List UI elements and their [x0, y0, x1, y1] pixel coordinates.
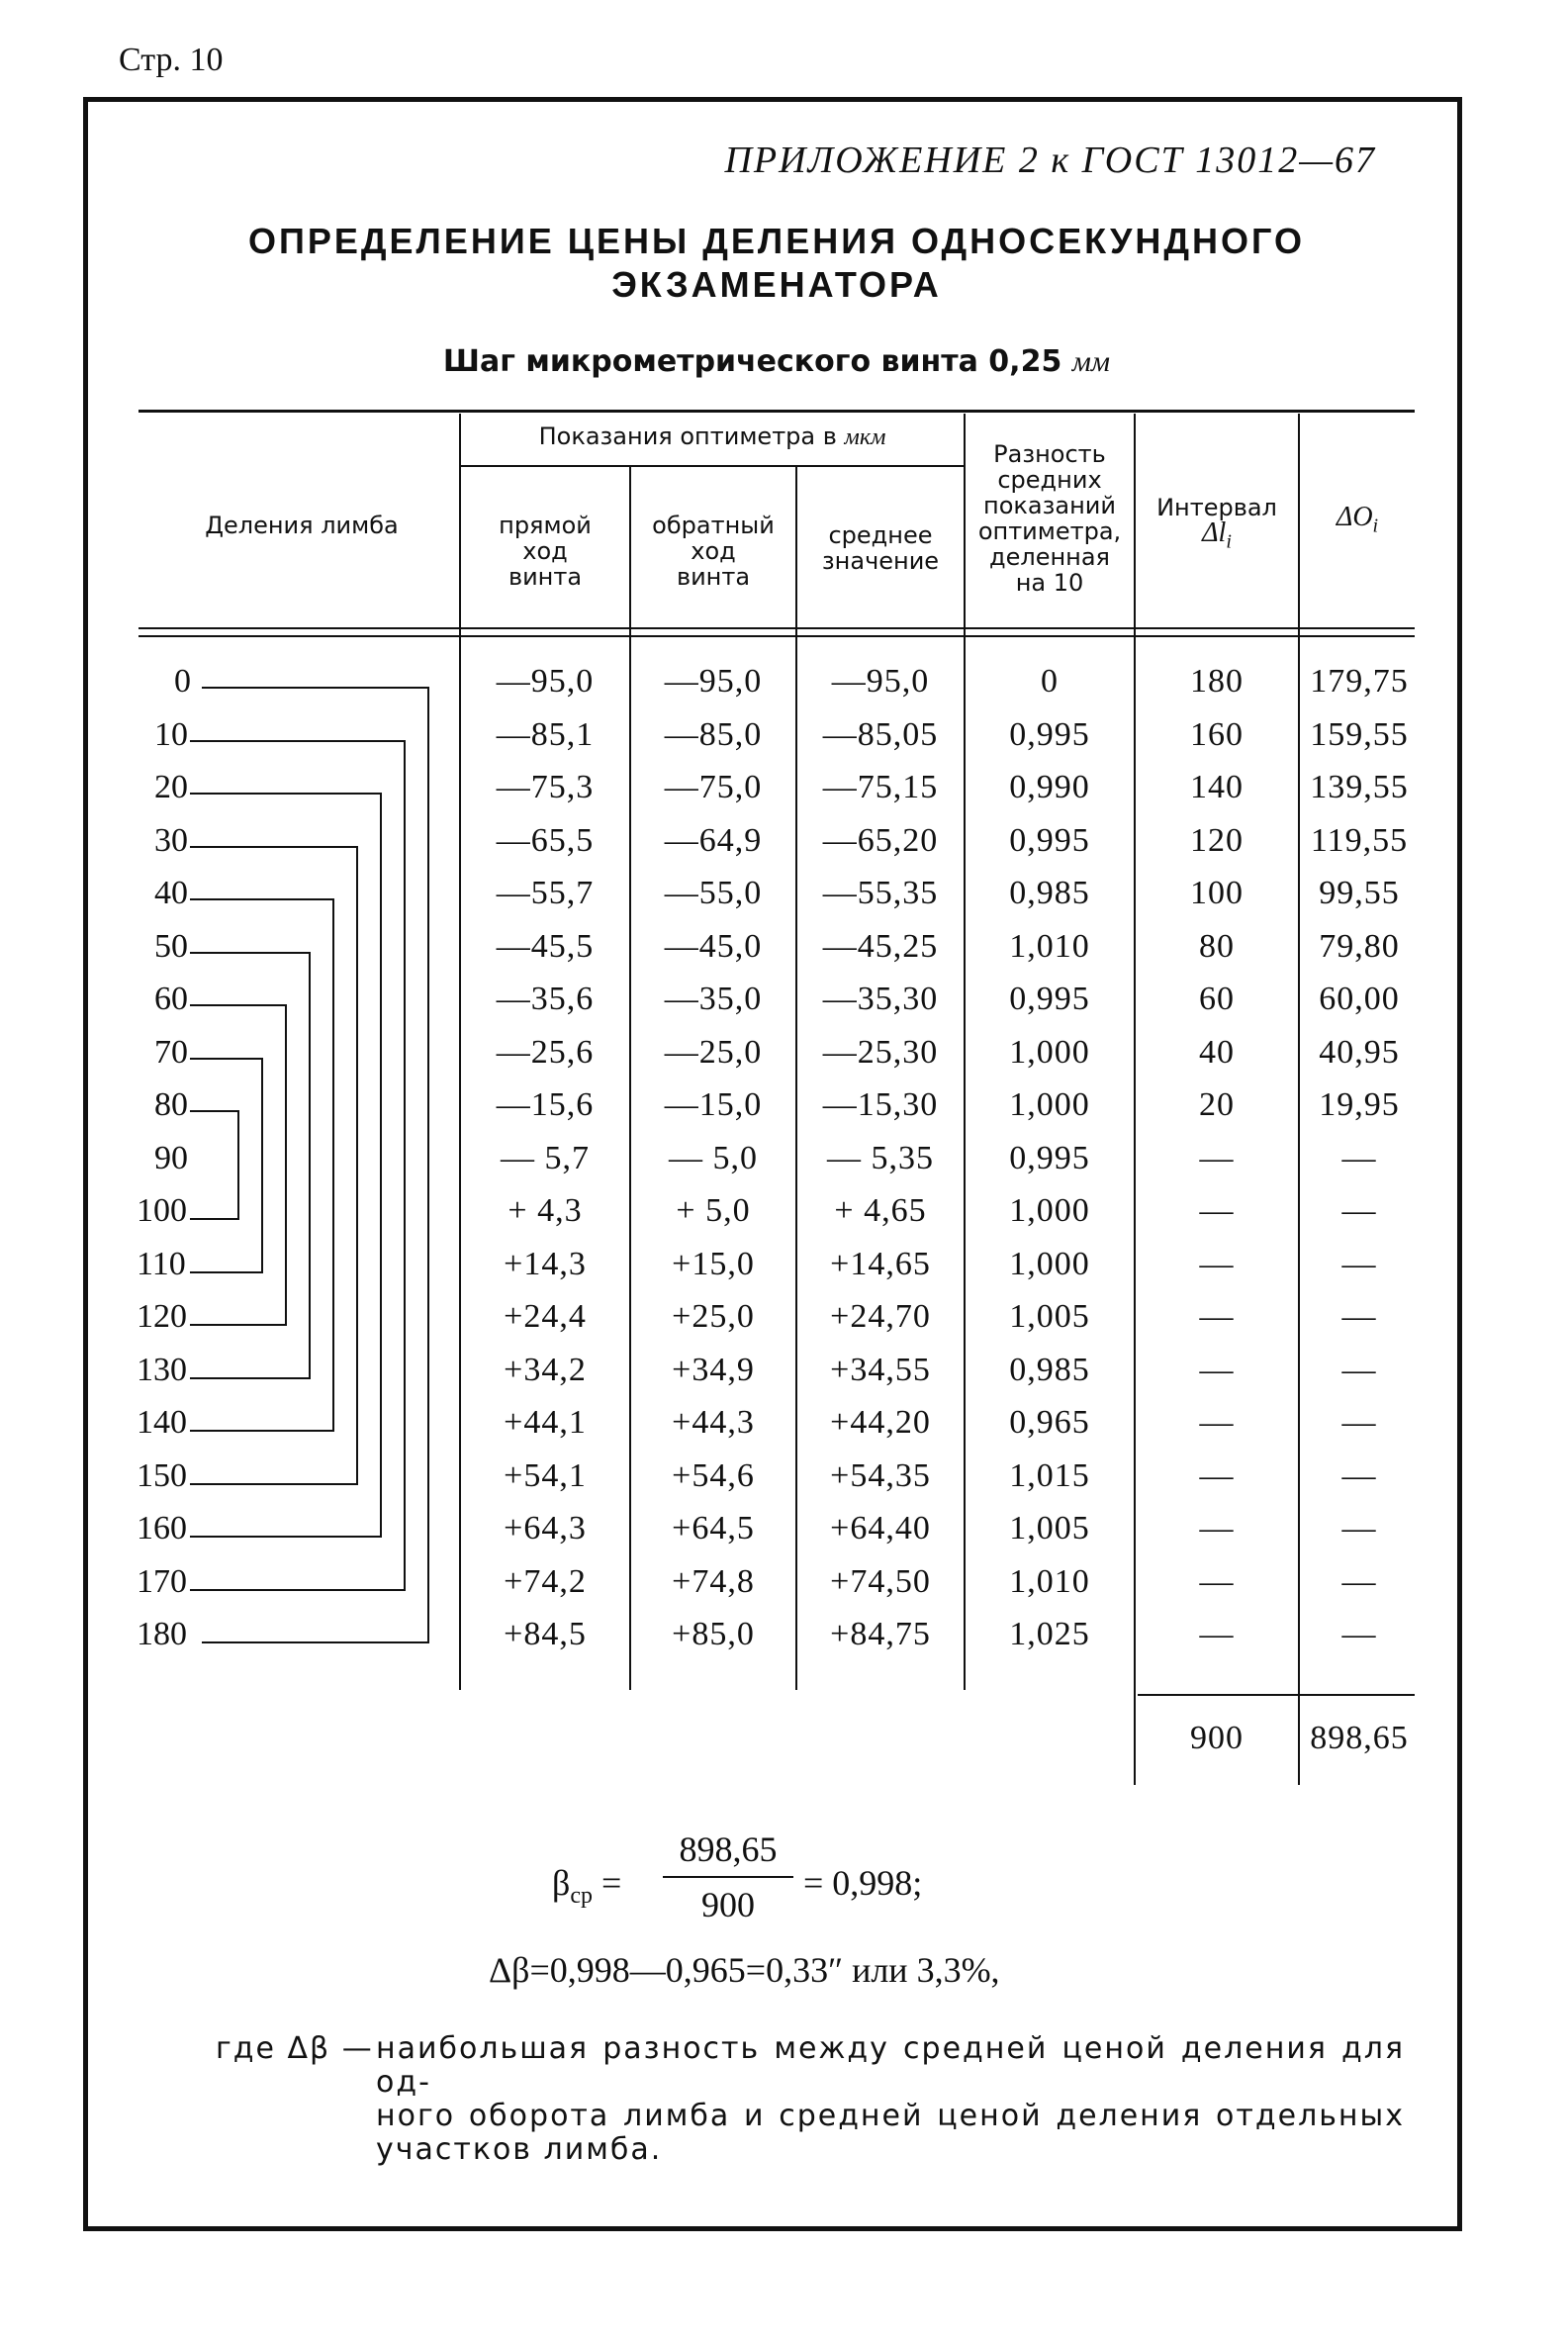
header-interval-symbol-sub: i [1226, 530, 1232, 553]
cell-interval: — [1199, 1139, 1235, 1176]
header-limb: Деления лимба [205, 512, 399, 539]
cell-mean: +14,65 [830, 1245, 931, 1282]
cell-mean: +84,75 [830, 1616, 931, 1652]
cell-diff: 0,995 [1009, 821, 1090, 859]
formula-beta-mean [552, 1862, 621, 1910]
cell-limb: 20 [154, 769, 188, 805]
cell-interval: 180 [1190, 663, 1244, 700]
cell-delta: — [1341, 1298, 1377, 1335]
cell-delta: 79,80 [1319, 927, 1400, 965]
cell-diff: 0,985 [1009, 875, 1090, 911]
header-reverse-line: ход [691, 537, 736, 565]
total-delta: 898,65 [1310, 1720, 1409, 1756]
formula-equals: = [600, 1863, 622, 1903]
cell-forward: +34,2 [504, 1351, 587, 1388]
cell-reverse: + 5,0 [676, 1192, 751, 1229]
cell-diff: 0,995 [1009, 1139, 1090, 1176]
header-reverse-line: винта [676, 563, 751, 591]
header-reverse-line: обратный [652, 512, 775, 539]
title-line-2: ЭКЗАМЕНАТОРА [611, 264, 942, 305]
header-reverse [631, 513, 795, 590]
cell-mean: — 5,35 [827, 1139, 934, 1176]
cell-interval: 20 [1199, 1086, 1235, 1123]
cell-limb: 170 [137, 1562, 187, 1600]
cell-diff: 0,985 [1009, 1351, 1090, 1388]
cell-reverse: —35,0 [664, 981, 763, 1017]
cell-interval: — [1199, 1245, 1235, 1282]
header-bottom-rule-1 [138, 627, 1415, 629]
cell-delta: 99,55 [1319, 875, 1400, 911]
subtitle [138, 344, 1415, 379]
cell-forward: +14,3 [504, 1245, 587, 1282]
col-sep-reverse [795, 467, 797, 1690]
cell-forward: —95,0 [496, 663, 595, 700]
cell-interval: — [1199, 1404, 1235, 1441]
cell-delta: — [1341, 1562, 1377, 1600]
cell-mean: —95,0 [831, 663, 930, 700]
cell-mean: —55,35 [822, 875, 939, 911]
note-line: ного оборота лимба и средней ценой деления отдельных [376, 2099, 1405, 2133]
cell-limb: 160 [137, 1510, 187, 1546]
cell-forward: + 4,3 [507, 1192, 583, 1229]
cell-diff: 0,990 [1009, 769, 1090, 805]
cell-mean: —45,25 [822, 927, 939, 965]
header-mean [797, 522, 964, 574]
cell-reverse: —45,0 [664, 927, 763, 965]
cell-interval: — [1199, 1351, 1235, 1388]
frame-border-left [83, 97, 88, 2230]
header-optimeter-text: Показания оптиметра в [538, 422, 837, 450]
cell-limb: 10 [154, 715, 188, 753]
cell-reverse: —55,0 [664, 875, 763, 911]
cell-forward: —15,6 [496, 1086, 595, 1123]
appendix-reference: ПРИЛОЖЕНИЕ 2 к ГОСТ 13012—67 [724, 140, 1376, 181]
header-optimeter-unit: мкм [844, 424, 886, 450]
col-sep-forward [629, 467, 631, 1690]
cell-diff: 1,000 [1009, 1245, 1090, 1282]
cell-reverse: +74,8 [672, 1562, 755, 1600]
cell-delta: — [1341, 1351, 1377, 1388]
cell-interval: — [1199, 1562, 1235, 1600]
cell-limb: 50 [154, 927, 188, 965]
cell-limb: 40 [154, 875, 188, 911]
cell-forward: +24,4 [504, 1298, 587, 1335]
cell-forward: +74,2 [504, 1562, 587, 1600]
formula-beta-subscript: ср [570, 1883, 593, 1910]
cell-forward: —55,7 [496, 875, 595, 911]
cell-delta: — [1341, 1510, 1377, 1546]
cell-limb: 70 [154, 1033, 188, 1071]
cell-delta: — [1341, 1245, 1377, 1282]
cell-interval: 120 [1190, 821, 1244, 859]
cell-forward: +54,1 [504, 1456, 587, 1494]
cell-limb: 180 [137, 1616, 187, 1652]
cell-mean: + 4,65 [834, 1192, 927, 1229]
cell-mean: +34,55 [830, 1351, 931, 1388]
cell-interval: 80 [1199, 927, 1235, 965]
note-lead: где Δβ — [216, 2031, 374, 2066]
header-diff-line: оптиметра, [977, 517, 1122, 545]
cell-reverse: —95,0 [664, 663, 763, 700]
cell-interval: 100 [1190, 875, 1244, 911]
cell-reverse: +54,6 [672, 1456, 755, 1494]
cell-interval: 60 [1199, 981, 1235, 1017]
header-forward [461, 513, 629, 590]
cell-delta: 159,55 [1310, 715, 1409, 753]
cell-limb: 100 [137, 1192, 187, 1229]
cell-diff: 0 [1041, 663, 1059, 700]
cell-interval: 140 [1190, 769, 1244, 805]
optimeter-group-rule [461, 465, 964, 467]
note-line: участков лимба. [376, 2132, 663, 2167]
total-interval: 900 [1190, 1720, 1244, 1756]
cell-mean: —25,30 [822, 1033, 939, 1071]
cell-limb: 60 [154, 981, 188, 1017]
header-diff-line: показаний [983, 492, 1116, 519]
cell-mean: —15,30 [822, 1086, 939, 1123]
cell-diff: 1,000 [1009, 1033, 1090, 1071]
formula-beta-symbol: β [552, 1863, 571, 1903]
cell-delta: 40,95 [1319, 1033, 1400, 1071]
cell-mean: —85,05 [822, 715, 939, 753]
subtitle-text: Шаг микрометрического винта 0,25 [442, 344, 1062, 379]
header-diff-line: деленная [989, 543, 1110, 571]
cell-limb: 130 [137, 1351, 187, 1388]
cell-interval: — [1199, 1298, 1235, 1335]
cell-diff: 0,995 [1009, 715, 1090, 753]
cell-reverse: +34,9 [672, 1351, 755, 1388]
cell-forward: —35,6 [496, 981, 595, 1017]
formula-numerator: 898,65 [679, 1829, 778, 1869]
cell-interval: — [1199, 1192, 1235, 1229]
cell-limb: 80 [154, 1086, 188, 1123]
cell-interval: — [1199, 1456, 1235, 1494]
cell-mean: —65,20 [822, 821, 939, 859]
cell-delta: 179,75 [1310, 663, 1409, 700]
cell-delta: 139,55 [1310, 769, 1409, 805]
header-diff-line: средних [997, 466, 1102, 494]
cell-interval: — [1199, 1510, 1235, 1546]
header-diff-line: Разность [993, 440, 1106, 468]
subtitle-unit: мм [1071, 345, 1111, 378]
cell-limb: 150 [137, 1456, 187, 1494]
header-interval [1136, 495, 1298, 555]
cell-diff: 1,005 [1009, 1510, 1090, 1546]
formula-delta-beta: Δβ=0,998—0,965=0,33″ или 3,3%, [489, 1950, 1000, 1990]
cell-interval: 160 [1190, 715, 1244, 753]
header-bottom-rule-2 [138, 635, 1415, 637]
cell-limb: 110 [137, 1245, 186, 1282]
cell-delta: — [1341, 1404, 1377, 1441]
header-forward-line: винта [507, 563, 583, 591]
cell-mean: +54,35 [830, 1456, 931, 1494]
cell-diff: 0,965 [1009, 1404, 1090, 1441]
title-line-1: ОПРЕДЕЛЕНИЕ ЦЕНЫ ДЕЛЕНИЯ ОДНОСЕКУНДНОГО [248, 221, 1305, 261]
cell-mean: —75,15 [822, 769, 939, 805]
cell-mean: +64,40 [830, 1510, 931, 1546]
header-diff-line: на 10 [1015, 569, 1084, 597]
limb-pair-bracket [190, 1110, 239, 1220]
cell-delta: — [1341, 1616, 1377, 1652]
frame-border-top [83, 97, 1462, 102]
cell-reverse: —85,0 [664, 715, 763, 753]
header-diff [966, 441, 1134, 596]
cell-mean: +24,70 [830, 1298, 931, 1335]
cell-diff: 1,000 [1009, 1086, 1090, 1123]
cell-forward: —75,3 [496, 769, 595, 805]
cell-reverse: — 5,0 [669, 1139, 758, 1176]
formula-denominator: 900 [701, 1885, 755, 1924]
cell-forward: +84,5 [504, 1616, 587, 1652]
header-interval-label: Интервал [1156, 494, 1277, 521]
cell-interval: 40 [1199, 1033, 1235, 1071]
cell-reverse: +85,0 [672, 1616, 755, 1652]
cell-forward: — 5,7 [501, 1139, 590, 1176]
cell-diff: 1,005 [1009, 1298, 1090, 1335]
header-mean-line: значение [821, 547, 940, 575]
cell-limb: 90 [154, 1139, 188, 1176]
frame-border-right [1457, 97, 1462, 2230]
cell-reverse: —75,0 [664, 769, 763, 805]
cell-delta: 119,55 [1310, 821, 1409, 859]
header-optimeter-group [461, 423, 964, 450]
cell-reverse: —64,9 [664, 821, 763, 859]
cell-reverse: +44,3 [672, 1404, 755, 1441]
cell-reverse: +25,0 [672, 1298, 755, 1335]
cell-mean: +44,20 [830, 1404, 931, 1441]
cell-forward: +64,3 [504, 1510, 587, 1546]
cell-forward: —25,6 [496, 1033, 595, 1071]
cell-mean: —35,30 [822, 981, 939, 1017]
cell-forward: —65,5 [496, 821, 595, 859]
header-interval-symbol [1136, 517, 1298, 555]
table-top-rule [138, 410, 1415, 413]
cell-reverse: —15,0 [664, 1086, 763, 1123]
cell-delta: 19,95 [1319, 1086, 1400, 1123]
cell-reverse: +64,5 [672, 1510, 755, 1546]
cell-reverse: +15,0 [672, 1245, 755, 1282]
totals-rule [1138, 1694, 1415, 1696]
header-forward-line: прямой [499, 512, 592, 539]
note-line: наибольшая разность между средней ценой деления для од- [376, 2031, 1405, 2100]
cell-limb: 0 [174, 663, 191, 700]
cell-forward: +44,1 [504, 1404, 587, 1441]
note-body [376, 2032, 1405, 2167]
cell-limb: 140 [137, 1404, 187, 1441]
cell-diff: 1,025 [1009, 1616, 1090, 1652]
frame-border-bottom [83, 2226, 1462, 2231]
cell-delta: — [1341, 1456, 1377, 1494]
cell-diff: 0,995 [1009, 981, 1090, 1017]
header-delta-o [1300, 502, 1415, 539]
cell-limb: 30 [154, 821, 188, 859]
header-forward-line: ход [522, 537, 568, 565]
cell-delta: — [1341, 1139, 1377, 1176]
cell-diff: 1,010 [1009, 927, 1090, 965]
header-interval-symbol-main: Δl [1202, 517, 1227, 548]
fraction-bar [663, 1876, 793, 1878]
cell-diff: 1,000 [1009, 1192, 1090, 1229]
header-delta-o-main: ΔO [1336, 502, 1373, 532]
cell-limb: 120 [137, 1298, 187, 1335]
cell-diff: 1,010 [1009, 1562, 1090, 1600]
cell-reverse: —25,0 [664, 1033, 763, 1071]
cell-mean: +74,50 [830, 1562, 931, 1600]
cell-diff: 1,015 [1009, 1456, 1090, 1494]
cell-interval: — [1199, 1616, 1235, 1652]
page-number: Стр. 10 [119, 42, 224, 78]
formula-result: = 0,998; [803, 1863, 923, 1903]
header-delta-o-sub: i [1372, 515, 1379, 537]
cell-delta: 60,00 [1319, 981, 1400, 1017]
header-mean-line: среднее [828, 521, 933, 549]
cell-forward: —85,1 [496, 715, 595, 753]
cell-delta: — [1341, 1192, 1377, 1229]
document-title [138, 220, 1415, 307]
cell-forward: —45,5 [496, 927, 595, 965]
